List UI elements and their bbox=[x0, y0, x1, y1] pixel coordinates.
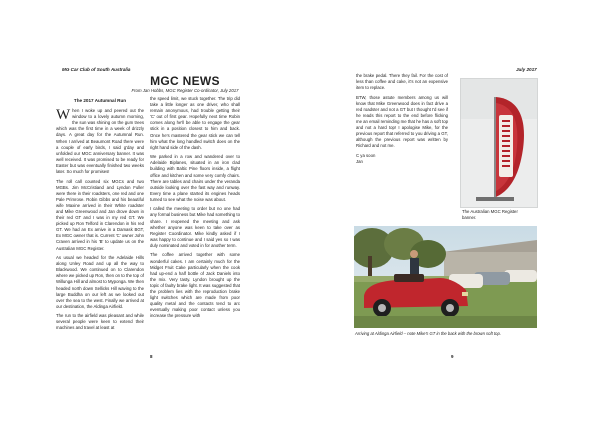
airfield-photo bbox=[354, 226, 537, 328]
article-column-2 bbox=[150, 96, 240, 323]
article-paragraph: When I woke up and peered out the window to a lovely autumn morning, the sun was shining on the gum trees which was the first time in a week of drizzly days. A great day for the Autumnal Run. When I arrived at Beaumont Road there were a couple of early birds, I said g'day and unfolded our MGC anniversary banner. It was well received. It was promised to be ready for Easter but was eventually finished two weeks later. So much for promises! bbox=[56, 107, 144, 175]
running-header-date: July 2017 bbox=[516, 67, 537, 72]
article-paragraph: The run to the airfield was pleasant and while several people were keen to extend their machines and travel at least at bbox=[56, 313, 144, 331]
article-paragraph: We parked in a row and wandered over to Adelaide Biplanes, situated in an iron clad building with Baltic Pine floors inside, a flight office and kitchen and some very comfy chairs. There are tables and chairs under the veranda outside looking over the fast way and runway. Every time a plane started its engines heads turned to see what the noise was about. bbox=[150, 154, 240, 202]
masthead-title: MGC NEWS bbox=[150, 74, 220, 88]
running-header-club: MG Car Club of South Australia bbox=[62, 67, 131, 72]
drop-cap: W bbox=[56, 107, 71, 124]
article-column-1 bbox=[56, 96, 144, 335]
article-paragraph: As usual we headed for the Adelaide Hills along Unley Road and up all the way to Blackwood. We continued on to Clarendon where we picked up Ron, then on to the top of Willunga Hill and almost to Myponga. We then headed north down Sellicks Hill waving to the large Buddha on our left as we looked out over the sea to the west. Finally we arrived at our destination, the Aldinga Airfield. bbox=[56, 255, 144, 309]
article-paragraph: the brake pedal. There they fail. For the cost of less than coffee and cake, it's not an expensive item to replace. bbox=[356, 73, 448, 91]
article-signoff: C ya soon Jan bbox=[356, 152, 376, 164]
page-number-left: 8 bbox=[150, 354, 153, 359]
article-paragraph: I called the meeting to order but no one had any formal business but Mike had something to share. I reopened the meeting and ask whether anyone was keen to take over as Register Coordinator. Mike kindly asked if I was happy to continue and I said yes so I was duly nominated and voted in for another term. bbox=[150, 206, 240, 248]
register-banner-photo bbox=[460, 78, 538, 208]
article-column-3 bbox=[356, 73, 448, 168]
page-number-right: 9 bbox=[451, 354, 454, 359]
article-title: The 2017 Autumnal Run bbox=[73, 98, 127, 103]
masthead-byline: From Jan Hobbs, MGC Register Co-ordinator, July 2017 bbox=[131, 88, 239, 93]
article-paragraph: BTW, those astute members among us will know that Mike Greenwood does in fact drive a red roadster and not a GT but I thought I'd see if he reads this report to the end before flicking me an email reminding me that he has a soft top and not a hard top! I apologise Mike, for the previous report that referred to you driving a GT, although the previous report was written by Richard and not me. bbox=[356, 94, 448, 149]
airfield-photo-caption: Arriving at Aldinga Airfield – note Mike's GT in the back with the brown soft top. bbox=[355, 331, 501, 336]
article-paragraph: The coffee arrived together with some wonderful cakes. I am certainly much for the Midget Fruit Cake particularly when the cook had up-end a half bottle of Jack Daniels into the mix. Very tasty. Lyndon brought up the topic of faulty brake light. It was suggested that the problem lies with the reproduction brake light switches which are made from poor quality metal and the contacts tend to arc eventually making poor contact unless you increase the pressure with bbox=[150, 252, 240, 319]
article-paragraph: the speed limit, we stuck together. The trip did take a little longer as one driver, who shall remain anonymous, had trouble getting their 'C' out of first gear. Hopefully next time Robin comes along he'll be able to engage the gear stick in a position closest to him and back. Once he's mastered the gear stick we can tell him what the long handled switch does on the right hand side of the dash. bbox=[150, 96, 240, 150]
banner-caption: The Australian MGC Register banner. bbox=[462, 209, 518, 220]
article-paragraph: The roll call counted six MGCs and two MGBs. Jim McCristiand and Lyndon Fuller were there in their roadsters, one red and one Pale Primrose. Robin Gibbs and his beautiful wife Maxine arrived in their White roadster and Mike Greenwood and Jan drove down in their red GT and I was in my red GT. We picked up Ron Telford in Clarendon in his red GT. We had an Ex amive in a Damask BGT, Ex MGC owner that is. Current 'C' owner John Craven arrived in his 'B' to update us on the Australian MGC Register. bbox=[56, 178, 144, 251]
